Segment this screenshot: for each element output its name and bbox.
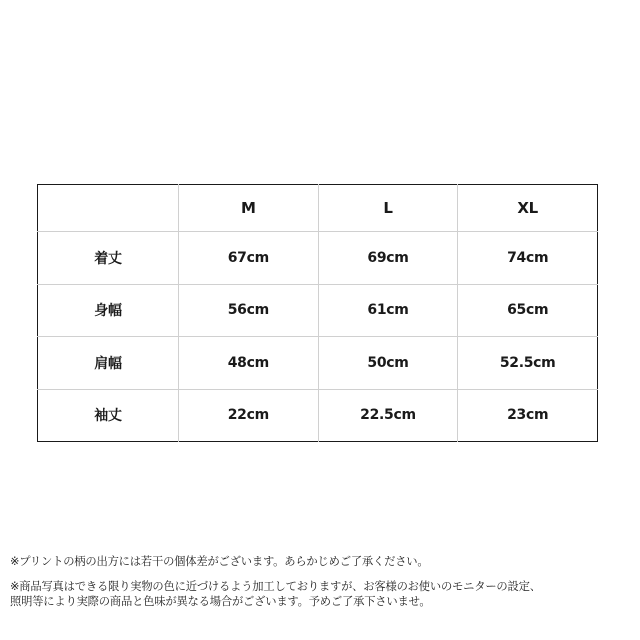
table-row (38, 232, 598, 284)
table-cell: 69cm (318, 232, 458, 284)
table-cell: 52.5cm (458, 337, 598, 389)
print-variation-note: ※プリントの柄の出方には若干の個体差がございます。あらかじめご了承ください。 (10, 555, 429, 568)
header-size-l: L (318, 185, 458, 232)
table-cell: 61cm (318, 284, 458, 336)
row-label-length: 着丈 (38, 232, 179, 284)
header-size-m: M (179, 185, 319, 232)
header-empty-cell (38, 185, 179, 232)
size-chart-table (37, 184, 598, 442)
notes-section (10, 554, 635, 609)
table-cell: 50cm (318, 337, 458, 389)
table-cell: 48cm (179, 337, 319, 389)
table-cell: 74cm (458, 232, 598, 284)
table-cell: 65cm (458, 284, 598, 336)
row-label-sleeve: 袖丈 (38, 389, 179, 441)
header-size-xl: XL (458, 185, 598, 232)
table-row (38, 284, 598, 336)
table-cell: 67cm (179, 232, 319, 284)
table-row (38, 337, 598, 389)
color-disclaimer-note (10, 579, 635, 609)
table-cell: 22.5cm (318, 389, 458, 441)
table-cell: 56cm (179, 284, 319, 336)
size-header-row (38, 185, 598, 232)
color-disclaimer-line1: ※商品写真はできる限り実物の色に近づけるよう加工しておりますが、お客様のお使いのモニターの設定、 (10, 580, 541, 593)
row-label-width: 身幅 (38, 284, 179, 336)
table-cell: 22cm (179, 389, 319, 441)
color-disclaimer-line2: 照明等により実際の商品と色味が異なる場合がございます。予めご了承下さいませ。 (10, 595, 431, 608)
table-cell: 23cm (507, 407, 549, 424)
row-label-shoulder: 肩幅 (38, 337, 179, 389)
table-row (38, 389, 598, 441)
